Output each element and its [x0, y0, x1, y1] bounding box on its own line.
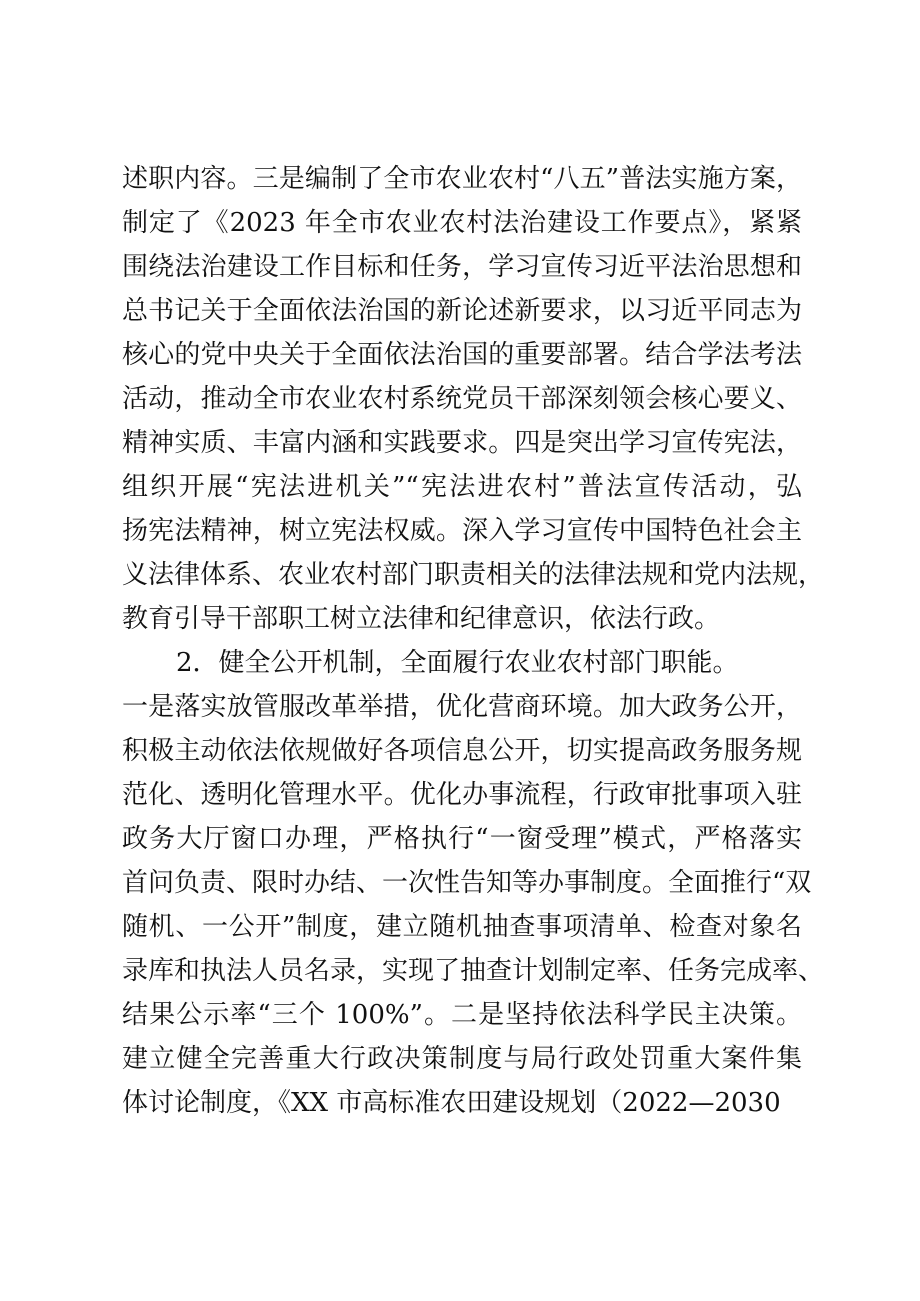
text-line: 首问负责、限时办结、一次性告知等办事制度。全面推行“双 [122, 868, 812, 898]
text-line: 扬宪法精神，树立宪法权威。深入学习宣传中国特色社会主 [122, 516, 802, 546]
text-line: 一是落实放管服改革举措，优化营商环境。加大政务公开， [122, 692, 802, 722]
paragraph-1 [122, 157, 825, 641]
text-line: 总书记关于全面依法治国的新论述新要求，以习近平同志为 [122, 296, 802, 326]
text-line: 述职内容。三是编制了全市农业农村“八五”普法实施方案， [122, 164, 802, 194]
text-line: 建立健全完善重大行政决策制度与局行政处罚重大案件集 [122, 1044, 802, 1074]
text-line: 活动，推动全市农业农村系统党员干部深刻领会核心要义、 [122, 384, 802, 414]
text-line: 范化、透明化管理水平。优化办事流程，行政审批事项入驻 [122, 780, 802, 810]
text-line: 组织开展“宪法进机关”“宪法进农村”普法宣传活动，弘 [122, 472, 802, 502]
text-line: 积极主动依法依规做好各项信息公开，切实提高政务服务规 [122, 736, 802, 766]
text-line: 围绕法治建设工作目标和任务，学习宣传习近平法治思想和 [122, 252, 802, 282]
text-line: 体讨论制度，《XX 市高标准农田建设规划（2022—2030 [122, 1088, 781, 1118]
text-line: 精神实质、丰富内涵和实践要求。四是突出学习宣传宪法， [122, 428, 802, 458]
text-line: 随机、一公开”制度，建立随机抽查事项清单、检查对象名 [122, 912, 802, 942]
document-body [122, 157, 825, 1125]
text-line: 结果公示率“三个 100%”。二是坚持依法科学民主决策。 [122, 1000, 802, 1030]
section-heading: 2．健全公开机制，全面履行农业农村部门职能。 [176, 648, 739, 678]
text-line: 录库和执法人员名录，实现了抽查计划制定率、任务完成率、 [122, 956, 825, 986]
text-line: 政务大厅窗口办理，严格执行“一窗受理”模式，严格落实 [122, 824, 802, 854]
text-line: 核心的党中央关于全面依法治国的重要部署。结合学法考法 [122, 340, 802, 370]
text-line: 教育引导干部职工树立法律和纪律意识，依法行政。 [122, 604, 721, 634]
paragraph-2 [122, 685, 825, 1125]
text-line: 制定了《2023 年全市农业农村法治建设工作要点》，紧紧 [122, 208, 802, 238]
text-line: 义法律体系、农业农村部门职责相关的法律法规和党内法规， [122, 560, 825, 590]
